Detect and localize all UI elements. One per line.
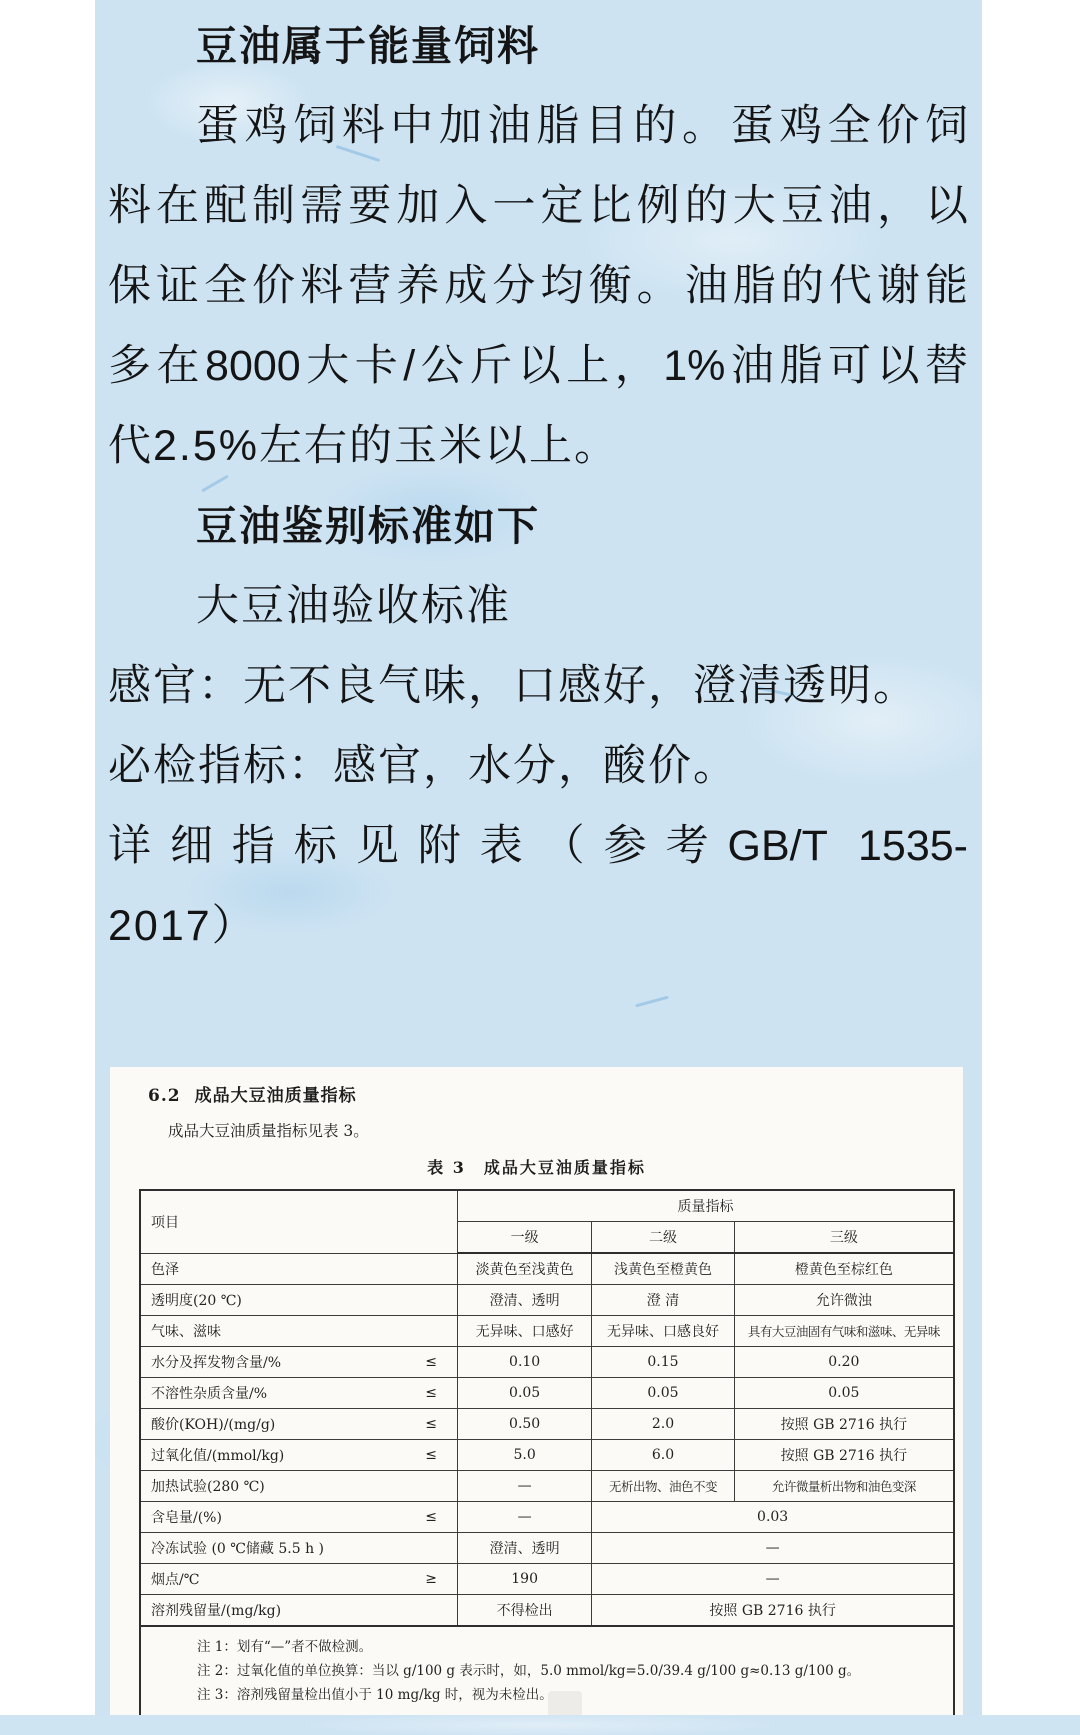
article-line: 多在8000大卡/公斤以上，1%油脂可以替 (108, 342, 968, 390)
table-row: 烟点/℃ ≥ 190 — (140, 1564, 954, 1595)
table-row: 过氧化值/(mmol/kg) ≤ 5.0 6.0 按照 GB 2716 执行 (140, 1440, 954, 1471)
table-row: 加热试验(280 ℃) — 无析出物、油色不变 允许微量析出物和油色变深 (140, 1471, 954, 1502)
less-equal-sign: ≤ (425, 1509, 437, 1525)
note-3: 注 3：溶剂残留量检出值小于 10 mg/kg 时，视为未检出。 (197, 1687, 553, 1703)
section-title: 成品大豆油质量指标 (194, 1086, 357, 1106)
less-equal-sign: ≤ (425, 1385, 437, 1401)
quality-indicator-table (139, 1189, 955, 1717)
article-text (108, 6, 968, 966)
table-row: 溶剂残留量/(mg/kg) 不得检出 按照 GB 2716 执行 (140, 1595, 954, 1627)
article-line: 必检指标：感官，水分，酸价。 (108, 742, 738, 790)
table-notes-row (140, 1626, 954, 1716)
article-line: 感官：无不良气味，口感好，澄清透明。 (108, 662, 918, 710)
section-number: 6.2 (148, 1086, 181, 1106)
table-row: 酸价(KOH)/(mg/g) ≤ 0.50 2.0 按照 GB 2716 执行 (140, 1409, 954, 1440)
article-line: 2017） (108, 902, 257, 950)
grade-1: 一级 (457, 1222, 591, 1254)
note-1: 注 1：划有“—”者不做检测。 (197, 1639, 373, 1655)
less-equal-sign: ≤ (425, 1354, 437, 1370)
article-line: 大豆油验收标准 (196, 582, 511, 630)
article-line: 代2.5%左右的玉米以上。 (108, 422, 620, 470)
table-row: 色泽 淡黄色至浅黄色 浅黄色至橙黄色 橙黄色至棕红色 (140, 1253, 954, 1285)
article-line: 蛋鸡饲料中加油脂目的。蛋鸡全价饲 (196, 102, 968, 150)
header-item: 项目 (140, 1190, 457, 1253)
table-caption: 表 3 成品大豆油质量指标 (427, 1158, 646, 1177)
less-equal-sign: ≤ (425, 1416, 437, 1432)
heading-energy-feed: 豆油属于能量饲料 (196, 23, 540, 69)
grade-2: 二级 (592, 1222, 734, 1254)
bottom-paper-band (0, 1715, 1080, 1735)
heading-standard: 豆油鉴别标准如下 (196, 503, 540, 549)
table-row: 气味、滋味 无异味、口感好 无异味、口感良好 具有大豆油固有气味和滋味、无异味 (140, 1316, 954, 1347)
scanned-standard-page (110, 1067, 963, 1715)
table-row: 透明度(20 ℃) 澄清、透明 澄 清 允许微浊 (140, 1285, 954, 1316)
paper-fiber (635, 996, 669, 1008)
section-heading (148, 1081, 357, 1106)
article-line: 详细指标见附表（参考GB/T 1535- (108, 822, 968, 870)
note-2: 注 2：过氧化值的单位换算：当以 g/100 g 表示时，如，5.0 mmol/kg=5.0/39.4 g/100 g≈0.13 g/100 g。 (197, 1663, 861, 1679)
table-row: 水分及挥发物含量/% ≤ 0.10 0.15 0.20 (140, 1347, 954, 1378)
table-header-row (140, 1190, 954, 1222)
table-row: 不溶性杂质含量/% ≤ 0.05 0.05 0.05 (140, 1378, 954, 1409)
less-equal-sign: ≤ (425, 1447, 437, 1463)
table-row: 含皂量/(%) ≤ — 0.03 (140, 1502, 954, 1533)
article-line: 料在配制需要加入一定比例的大豆油，以 (108, 182, 968, 230)
scan-smudge (548, 1691, 582, 1717)
greater-equal-sign: ≥ (425, 1571, 437, 1587)
blue-paper-page (95, 0, 982, 1715)
grade-3: 三级 (734, 1222, 954, 1254)
table-row: 冷冻试验 (0 ℃储藏 5.5 h ) 澄清、透明 — (140, 1533, 954, 1564)
section-intro: 成品大豆油质量指标见表 3。 (168, 1122, 369, 1140)
article-line: 保证全价料营养成分均衡。油脂的代谢能 (108, 262, 968, 310)
header-group: 质量指标 (457, 1190, 954, 1222)
